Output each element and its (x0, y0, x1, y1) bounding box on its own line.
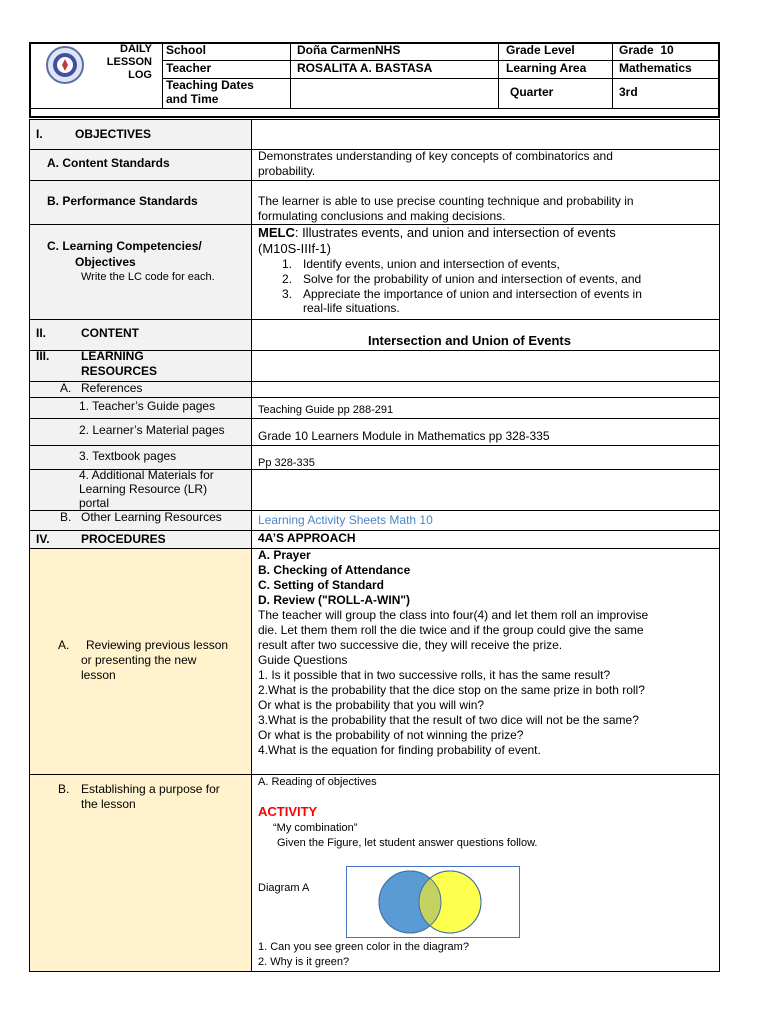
content-standards-label: A. Content Standards (47, 156, 170, 170)
quarter-label: Quarter (510, 85, 554, 99)
learning-competencies-label-2: Objectives (75, 255, 136, 269)
procedure-a-label-3: lesson (81, 668, 116, 682)
review-line: die. Let them them roll the die twice and if the group could give the same (258, 623, 644, 637)
diagram-a-label: Diagram A (258, 882, 310, 894)
performance-standards-text-2: formulating conclusions and making decisions. (258, 209, 506, 223)
activity-instructions: Given the Figure, let student answer questions follow. (277, 837, 538, 849)
resources-heading-2: RESOURCES (81, 364, 158, 378)
area-label: Learning Area (506, 61, 587, 75)
objective-item-3-cont: real-life situations. (303, 301, 400, 315)
grade-label: Grade Level (506, 43, 575, 57)
review-line: The teacher will group the class into four(4) and let them roll an improvise (258, 608, 649, 622)
approach-label: 4A’S APPROACH (258, 531, 356, 545)
content-value: Intersection and Union of Events (368, 333, 571, 348)
guide-question: 4.What is the equation for finding probability of event. (258, 743, 541, 757)
learners-material-label: 2. Learner’s Material pages (79, 423, 225, 437)
performance-standards-text-1: The learner is able to use precise counting technique and probability in (258, 194, 634, 208)
review-line: result after two successive die, they will receive the prize. (258, 638, 563, 652)
textbook-label: 3. Textbook pages (79, 449, 177, 463)
deped-logo (46, 46, 84, 84)
procedures-num: IV. (36, 532, 50, 546)
activity-title: “My combination” (273, 822, 358, 834)
content-num: II. (36, 326, 47, 340)
melc-code: (M10S-IIIf-1) (258, 241, 331, 256)
guide-question: 2.What is the probability that the dice stop on the same prize in both roll? (258, 683, 645, 697)
other-resources-label: Other Learning Resources (81, 510, 222, 524)
procedure-b-label-1: Establishing a purpose for (81, 782, 220, 796)
references-label: References (81, 381, 143, 395)
content-heading: CONTENT (81, 326, 139, 340)
diagram-question-2: 2. Why is it green? (258, 956, 350, 968)
performance-standards-label: B. Performance Standards (47, 194, 198, 208)
textbook-value: Pp 328-335 (258, 457, 315, 469)
content-standards-text-2: probability. (258, 164, 316, 178)
objective-item-1: Identify events, union and intersection of events, (303, 257, 560, 271)
venn-diagram (346, 866, 520, 938)
resources-num: III. (36, 349, 50, 363)
procedure-b-letter: B. (58, 782, 70, 796)
grade-value: Grade 10 (619, 43, 674, 57)
school-label: School (166, 43, 207, 57)
area-value: Mathematics (619, 61, 692, 75)
learning-competencies-label: C. Learning Competencies/ (47, 239, 202, 253)
step-prayer: A. Prayer (258, 548, 311, 562)
guide-questions-heading: Guide Questions (258, 653, 348, 667)
other-resources-link[interactable]: Learning Activity Sheets Math 10 (258, 513, 433, 527)
title-line-2: LESSON (106, 56, 152, 68)
references-letter: A. (60, 381, 72, 395)
school-value: Doña CarmenNHS (297, 43, 401, 57)
step-attendance: B. Checking of Attendance (258, 563, 411, 577)
dates-label-1: Teaching Dates (166, 78, 254, 92)
teachers-guide-label: 1. Teacher’s Guide pages (79, 399, 216, 413)
objective-item-2-num: 2. (282, 272, 293, 286)
objective-item-1-num: 1. (282, 257, 293, 271)
procedure-a-letter: A. (58, 638, 70, 652)
quarter-value: 3rd (619, 85, 638, 99)
objective-item-3-num: 3. (282, 287, 293, 301)
melc-line (258, 226, 616, 241)
dates-label-2: and Time (166, 92, 219, 106)
teacher-value: ROSALITA A. BASTASA (297, 61, 433, 75)
objective-item-2: Solve for the probability of union and intersection of events, and (303, 272, 642, 286)
step-standard: C. Setting of Standard (258, 578, 384, 592)
learners-material-value: Grade 10 Learners Module in Mathematics pp 328-335 (258, 429, 550, 443)
procedures-heading: PROCEDURES (81, 532, 166, 546)
diagram-question-1: 1. Can you see green color in the diagram? (258, 941, 469, 953)
title-line-3: LOG (128, 69, 152, 81)
reading-of-objectives: A. Reading of objectives (258, 776, 377, 788)
guide-question: Or what is the probability of not winning the prize? (258, 728, 524, 742)
procedure-b-label-2: the lesson (81, 797, 136, 811)
resources-heading-1: LEARNING (81, 349, 144, 363)
guide-question: Or what is the probability that you will win? (258, 698, 485, 712)
teacher-label: Teacher (166, 61, 212, 75)
additional-materials-label-1: 4. Additional Materials for (79, 468, 214, 482)
melc-label: MELC (258, 225, 295, 240)
procedure-a-label-2: or presenting the new (81, 653, 197, 667)
guide-question: 3.What is the probability that the result of two dice will not be the same? (258, 713, 639, 727)
activity-heading: ACTIVITY (258, 804, 318, 819)
procedure-a-label-1: Reviewing previous lesson (86, 638, 229, 652)
guide-question: 1. Is it possible that in two successive rolls, it has the same result? (258, 668, 611, 682)
objectives-num: I. (36, 127, 43, 141)
content-standards-text-1: Demonstrates understanding of key concepts of combinatorics and (258, 149, 613, 163)
other-resources-letter: B. (60, 510, 72, 524)
lc-code-note: Write the LC code for each. (81, 271, 215, 283)
additional-materials-label-2: Learning Resource (LR) (79, 482, 208, 496)
melc-text: : Illustrates events, and union and intersection of events (294, 225, 616, 240)
additional-materials-label-3: portal (79, 496, 110, 510)
objectives-heading: OBJECTIVES (75, 127, 152, 141)
teachers-guide-value: Teaching Guide pp 288-291 (258, 404, 394, 416)
objective-item-3: Appreciate the importance of union and intersection of events in (303, 287, 642, 301)
title-line-1: DAILY (120, 43, 152, 55)
step-review: D. Review ("ROLL-A-WIN") (258, 593, 411, 607)
